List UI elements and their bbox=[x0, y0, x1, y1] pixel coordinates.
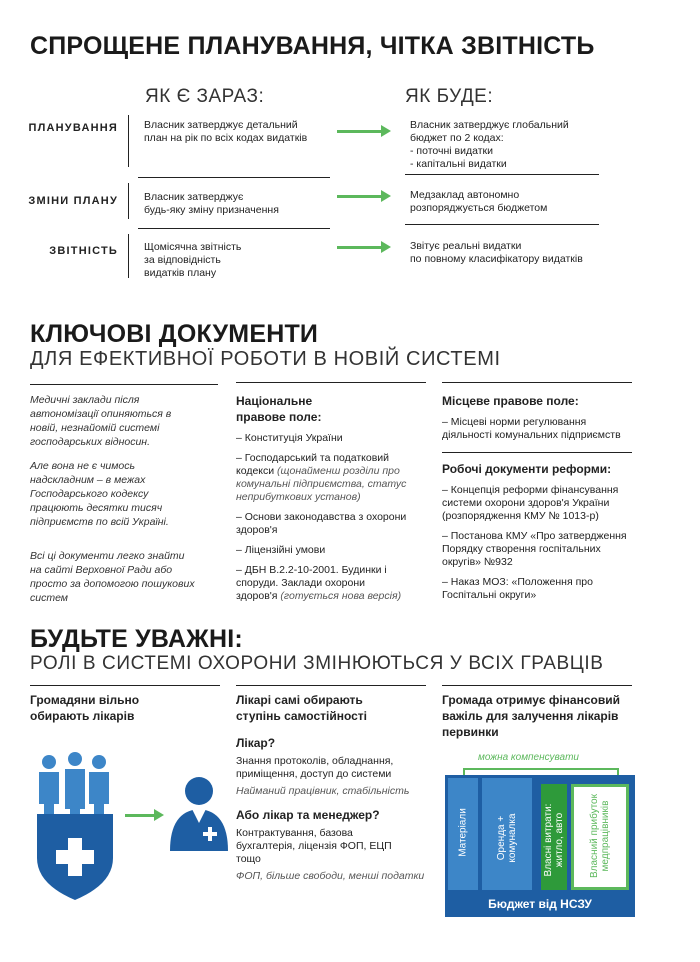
doc-item-text: – Конституція України bbox=[236, 432, 343, 444]
local-legal-field bbox=[442, 393, 632, 609]
doc-item-text: – Ліцензійні умови bbox=[236, 544, 326, 556]
column-rule bbox=[442, 452, 632, 453]
cell-line: за відповідність bbox=[144, 254, 221, 266]
cell-line: по повному класифікатору видатків bbox=[410, 253, 583, 265]
intro-paragraph: Але вона не є чимось надскладним – в межах Господарського кодексу працюють десятки тисяч підприємств по всій Україні. bbox=[30, 460, 169, 528]
cell-line: Власник затверджує глобальний bbox=[410, 119, 569, 131]
row-divider bbox=[128, 183, 129, 219]
doc-item bbox=[236, 564, 408, 603]
manager-requirements: Контрактування, базова бухгалтерія, ліцензія ФОП, ЕЦП тощо bbox=[236, 827, 392, 865]
row-now-plan-changes bbox=[144, 191, 279, 217]
cell-line: видатків плану bbox=[144, 267, 217, 279]
row-separator bbox=[405, 224, 599, 225]
compensate-label: можна компенсувати bbox=[478, 752, 579, 763]
national-legal-field bbox=[236, 393, 408, 610]
cell-line: Власник затверджує детальний bbox=[144, 119, 298, 131]
cell-line: Звітує реальні видатки bbox=[410, 240, 522, 252]
budget-chart bbox=[445, 775, 635, 917]
row-will-plan-changes bbox=[410, 189, 547, 215]
green-arrow-icon bbox=[337, 130, 382, 133]
row-separator bbox=[138, 177, 330, 178]
doc-item bbox=[236, 511, 408, 537]
row-now-planning bbox=[144, 119, 307, 145]
bar-expenses-label: Власні витрати: житло, авто bbox=[543, 803, 565, 877]
reform-heading: Робочі документи реформи: bbox=[442, 462, 612, 476]
cell-line: розпоряджується бюджетом bbox=[410, 202, 548, 214]
doctors-column bbox=[236, 692, 426, 883]
doc-item bbox=[236, 432, 408, 445]
intro-text bbox=[30, 393, 198, 605]
cell-line: бюджет по 2 кодах: bbox=[410, 132, 504, 144]
section2-title: КЛЮЧОВІ ДОКУМЕНТИ bbox=[30, 320, 319, 348]
row-divider bbox=[128, 234, 129, 278]
col-now-heading: ЯК Є ЗАРАЗ: bbox=[145, 86, 265, 107]
doc-item-text: – Господарський та податковий кодекси bbox=[236, 452, 390, 477]
intro-paragraph: Всі ці документи легко знайти на сайті Верховної Ради або просто за допомогою пошукових систем bbox=[30, 550, 195, 604]
cell-line: план на рік по всіх кодах видатків bbox=[144, 132, 308, 144]
budget-label: Бюджет від НСЗУ bbox=[488, 897, 592, 911]
column-top-rule bbox=[236, 685, 426, 686]
section2-subtitle: ДЛЯ ЕФЕКТИВНОЇ РОБОТИ В НОВІЙ СИСТЕМІ bbox=[30, 348, 501, 370]
doctor-note: Найманий працівник, стабільність bbox=[236, 785, 410, 797]
row-now-reporting bbox=[144, 241, 241, 280]
green-arrow-icon bbox=[337, 246, 382, 249]
cell-line: Власник затверджує bbox=[144, 191, 244, 203]
col-will-heading: ЯК БУДЕ: bbox=[405, 86, 494, 107]
section3-title: БУДЬТЕ УВАЖНІ: bbox=[30, 625, 243, 653]
cell-line: - капітальні видатки bbox=[410, 158, 507, 170]
row-label-reporting: ЗВІТНІСТЬ bbox=[49, 245, 118, 257]
manager-note: ФОП, більше свободи, менші податки bbox=[236, 870, 425, 882]
doc-item-note: (щонайменш розділи про комунальні підприємства, статус неприбуткових установ) bbox=[236, 465, 407, 503]
doc-item-text: – ДБН В.2.2-10-2001. Будинки і споруди. Заклади охорони здоров'я bbox=[236, 564, 387, 602]
doc-item: – Наказ МОЗ: «Положення про Госпітальні округи» bbox=[442, 576, 593, 601]
doc-item bbox=[236, 544, 408, 557]
intro-paragraph: Медичні заклади після автономізації опиняються в новій, незнайомій системі господарських відносин. bbox=[30, 394, 172, 448]
cell-line: будь-яку зміну призначення bbox=[144, 204, 279, 216]
doc-item: – Постанова КМУ «Про затвердження Порядку створення госпітальних округів» №932 bbox=[442, 530, 627, 568]
section1-title: СПРОЩЕНЕ ПЛАНУВАННЯ, ЧІТКА ЗВІТНІСТЬ bbox=[30, 32, 595, 60]
doctor-icon bbox=[168, 775, 230, 851]
national-heading: Національне правове поле: bbox=[236, 394, 322, 424]
doctor-requirements: Знання протоколів, обладнання, приміщення, доступ до системи bbox=[236, 755, 394, 780]
column-top-rule bbox=[30, 384, 218, 385]
doc-item: – Місцеві норми регулювання діяльності комунальних підприємств bbox=[442, 416, 621, 441]
row-will-planning bbox=[410, 119, 569, 171]
green-arrow-icon bbox=[125, 814, 155, 817]
bar-rent-label: Оренда + комуналка bbox=[496, 813, 518, 863]
question-doctor: Лікар? bbox=[236, 736, 276, 750]
column-top-rule bbox=[442, 685, 632, 686]
doc-item-note: (готується нова версія) bbox=[280, 590, 402, 602]
row-separator bbox=[138, 228, 330, 229]
row-divider bbox=[128, 115, 129, 167]
cell-line: Щомісячна звітність bbox=[144, 241, 242, 253]
green-arrow-icon bbox=[337, 195, 382, 198]
cell-line: Медзаклад автономно bbox=[410, 189, 520, 201]
citizens-heading: Громадяни вільно обирають лікарів bbox=[30, 693, 140, 723]
doc-item-text: – Основи законодавства з охорони здоров'я bbox=[236, 511, 407, 536]
column-top-rule bbox=[236, 382, 426, 383]
family-shield-icon bbox=[35, 752, 115, 902]
row-label-plan-changes: ЗМІНИ ПЛАНУ bbox=[28, 195, 118, 207]
row-separator bbox=[405, 174, 599, 175]
doc-item: – Концепція реформи фінансування системи охорони здоров'я України (розпорядження КМУ № 1013-р) bbox=[442, 484, 619, 522]
community-heading: Громада отримує фінансовий важіль для залучення лікарів первинки bbox=[442, 693, 620, 739]
column-top-rule bbox=[442, 382, 632, 383]
bar-profit-label: Власний прибуток медпрацівників bbox=[589, 794, 611, 879]
bar-materials-label: Матеріали bbox=[457, 808, 469, 857]
row-will-reporting bbox=[410, 240, 583, 266]
local-heading: Місцеве правове поле: bbox=[442, 394, 579, 408]
question-doctor-manager: Або лікар та менеджер? bbox=[236, 808, 380, 822]
row-label-planning: ПЛАНУВАННЯ bbox=[28, 122, 118, 134]
doc-item bbox=[236, 452, 408, 504]
doctors-heading: Лікарі самі обирають ступінь самостійності bbox=[236, 693, 368, 723]
cell-line: - поточні видатки bbox=[410, 145, 493, 157]
section3-subtitle: РОЛІ В СИСТЕМІ ОХОРОНИ ЗМІНЮЮТЬСЯ У ВСІХ ГРАВЦІВ bbox=[30, 653, 604, 674]
column-top-rule bbox=[30, 685, 220, 686]
